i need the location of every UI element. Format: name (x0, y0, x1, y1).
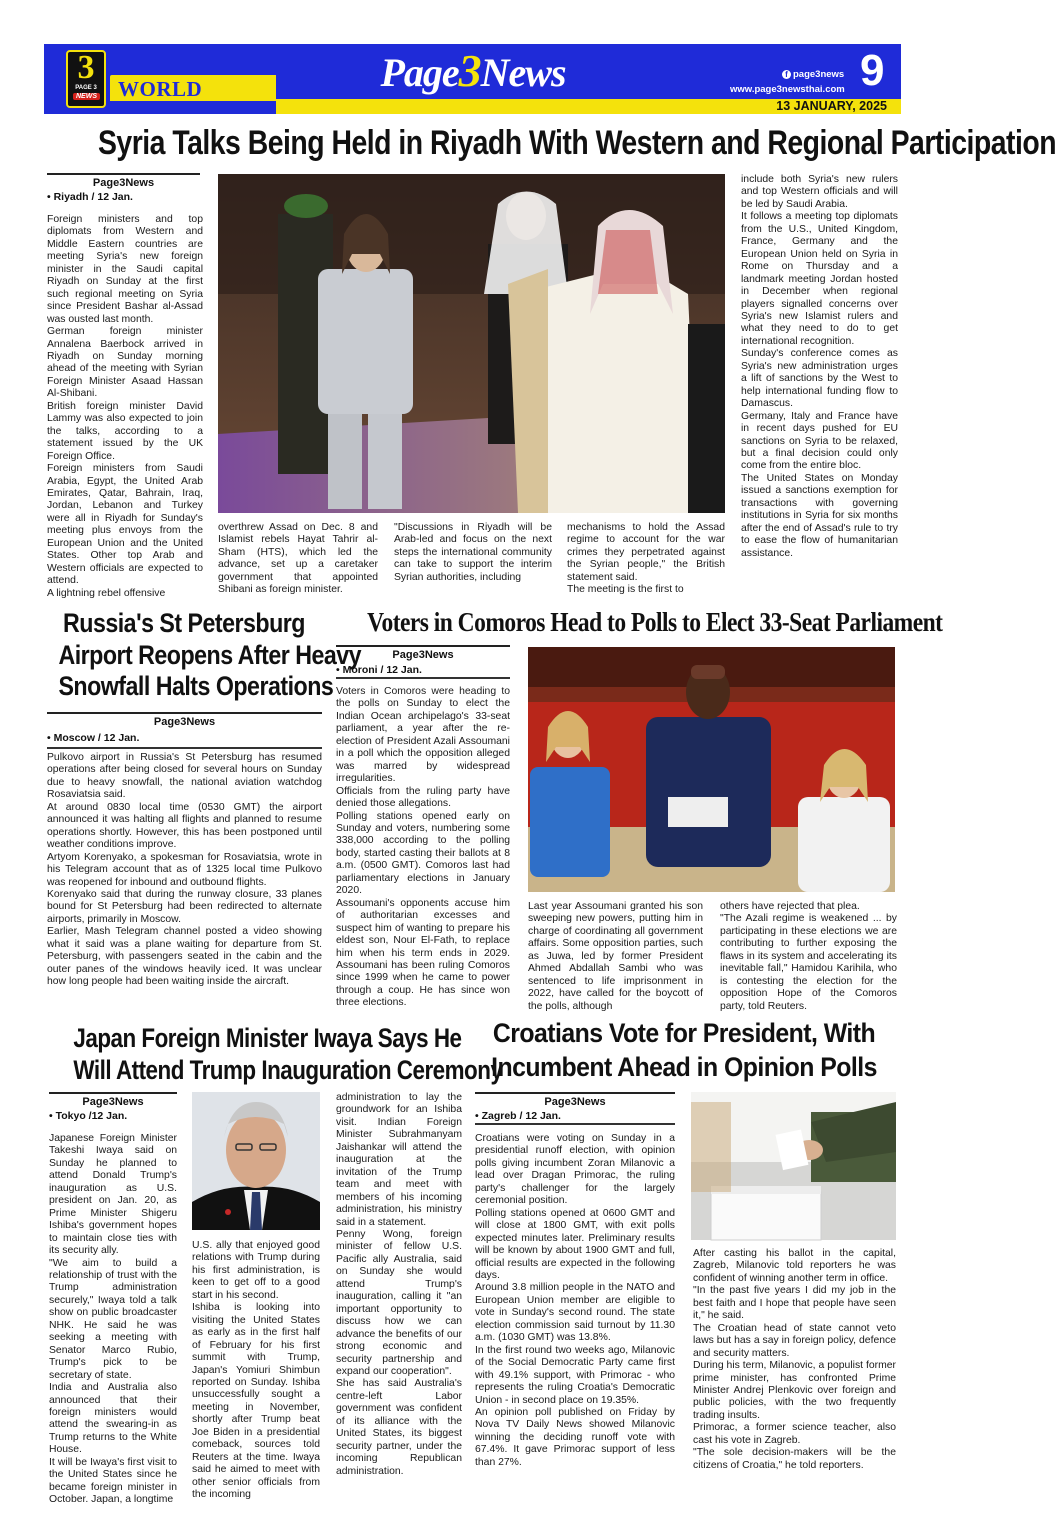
croatia-col-1: Croatians were voting on Sunday in a presidential runoff election, with opinion polls giving incumbent Zoran Milanovic a lead over Dragan Primorac, the ruling party's challenger for the largely ceremonial position. Polling stations opened at 0600 GMT and will close at 1800 GMT, with exit polls expected minutes later. Preliminary results will be known by about 1900 GMT and full, official results are expected in the following days. Around 3.8 million people in the NATO and European Union member are eligible to vote in Sunday's second round. The state election commission said turnout by 11.30 a.m. (1030 GMT) was 13.8%. In the first round two weeks ago, Milanovic of the Social Democratic Party came first with 49.1% support, with Primorac - who represents the ruling Croatia's Democratic Union - in second place on 19.35%. An opinion poll published on Friday by Nova TV Daily News showed Milanovic winning the deciding runoff vote with 67.4%. It gave Primorac support of less than 27%. (475, 1133, 675, 1468)
section-label: WORLD (118, 77, 203, 101)
date-strip (276, 99, 901, 114)
logo-sub: PAGE 3 (75, 85, 97, 91)
croatia-byline (475, 1092, 675, 1123)
byline-source: Page3News (336, 645, 510, 662)
japan-col-2: U.S. ally that enjoyed good relations with Trump during his first administration, is keen to get off to a good start in his second. Ishiba is looking into visiting the United States as early as in the first half of February for his first summit with Trump, Japan's Yomiuri Shimbun reported on Sunday. Ishiba unsuccessfully sought a meeting in November, shortly after Trump beat Joe Biden in a presidential comeback, sources told Reuters at the time. Iwaya said he aimed to meet with other senior officials from the incoming (192, 1240, 320, 1501)
syria-headline: Syria Talks Being Held in Riyadh With Western and Regional Participation (98, 124, 1056, 162)
comoros-col-1: Voters in Comoros were heading to the polls on Sunday to elect the Indian Ocean archipelago's 33-seat parliament, a year after the re-election of President Azali Assoumani in a poll which the opposition alleged was marred by widespread irregularities. Officials from the ruling party have denied those allegations. Polling stations opened early on Sunday and voters, numbering some 338,000 according to the polling body, started casting their ballots at 8 a.m. (0500 GMT). Comoros last had parliamentary elections in January 2020. Assoumani's opponents accuse him of authoritarian excesses and suspect him of wanting to prepare his eldest son, Nour El-Fath, to replace him when his term ends in 2029. Assoumani has been ruling Comoros since 1999 when he came to power through a coup. He has since won three elections. (336, 686, 510, 1009)
brand-left: Page (380, 50, 459, 95)
ballot-box-photo (691, 1092, 896, 1240)
syria-col-4: mechanisms to hold the Assad regime to account for the war crimes they perpetrated against the Syrian people," the British statement said. The meeting is the first to (567, 522, 725, 596)
byline-location: • Riyadh / 12 Jan. (47, 191, 133, 203)
brand-title (378, 46, 568, 96)
japan-col-1: Japanese Foreign Minister Takeshi Iwaya said on Sunday he planned to attend Donald Trump's inauguration as U.S. president on Jan. 20, as Prime Minister Shigeru Ishiba's government hopes to maintain close ties with its security ally. "We aim to build a relationship of trust with the Trump administration securely," Iwaya told a talk show on public broadcaster NHK. He said he was seeking a meeting with Senator Marco Rubio, Trump's pick to be secretary of state. India and Australia also announced that their foreign ministers would attend the swearing-in as Trump returns to the White House. It will be Iwaya's first visit to the United States since he became foreign minister in October. Japan, a longtime (49, 1133, 177, 1506)
issue-date: 13 JANUARY, 2025 (776, 99, 887, 113)
masthead (44, 44, 901, 114)
comoros-rule (336, 677, 510, 679)
logo-news: NEWS (73, 93, 100, 100)
syria-byline (47, 173, 200, 204)
croatia-col-2: After casting his ballot in the capital, Zagreb, Milanovic told reporters he was confident of winning another term in office. "In the past five years I did my job in the best faith and I hope that people have seen it," he said. The Croatian head of state cannot veto laws but has a say in foreign policy, defence and security matters. During his term, Milanovic, a populist former prime minister, has confronted Prime Minister Andrej Plenkovic over foreign and public policies, with the two frequently trading insults. Primorac, a former science teacher, also cast his vote in Zagreb. "The sole decision-makers will be the citizens of Croatia," he told reporters. (693, 1248, 896, 1471)
byline-source: Page3News (47, 712, 322, 729)
syria-col-1: Foreign ministers and top diplomats from Western and Middle Eastern countries are meeting Syria's new foreign minister in the Saudi capital Riyadh on Sunday at the first such regional meeting on Syria since President Bashar al-Assad was ousted last month. German foreign minister Annalena Baerbock arrived in Riyadh on Sunday morning ahead of the meeting with Syrian Foreign Minister Asaad Hassan Al-Shibani. British foreign minister David Lammy was also expected to join the talks, according to a statement issued by the UK Foreign Office. Foreign ministers from Saudi Arabia, Egypt, the United Arab Emirates, Qatar, Bahrain, Iraq, Jordan, Lebanon and Turkey were all in Riyadh for Sunday's meeting plus envoys from the European Union and the United States. Other top Arab and Western officials are expected to attend. A lightning rebel offensive (47, 214, 203, 599)
croatia-headline-line-2: Incumbent Ahead in Opinion Polls (491, 1052, 877, 1082)
japan-headline-line-1: Japan Foreign Minister Iwaya Says He (73, 1023, 462, 1053)
riyadh-meeting-photo (218, 174, 725, 513)
byline-location: • Zagreb / 12 Jan. (475, 1110, 561, 1122)
byline-source: Page3News (49, 1092, 177, 1109)
syria-col-3: "Discussions in Riyadh will be Arab-led and focus on the next steps the international community can take to support the interim Syrian authorities, including (394, 522, 552, 583)
comoros-headline: Voters in Comoros Head to Polls to Elect 33-Seat Parliament (367, 607, 943, 637)
croatia-headline-line-1: Croatians Vote for President, With (492, 1018, 876, 1048)
japan-byline (49, 1092, 177, 1123)
iwaya-portrait-photo (192, 1092, 320, 1230)
social-handle[interactable]: f page3news (782, 69, 844, 80)
logo-number: 3 (77, 49, 95, 86)
russia-headline (38, 608, 362, 703)
comoros-col-3: others have rejected that plea. "The Azali regime is weakened ... by participating in these elections we are contributing to further exposing the flaws in its system and accelerating its inevitable fall," Hamidou Karihila, who is contesting the election for the opposition Hope of the Comoros party, told Reuters. (720, 901, 897, 1012)
russia-rule (47, 747, 322, 749)
page-number: 9 (860, 46, 885, 95)
russia-headline-line-1: Russia's St Petersburg (63, 608, 305, 638)
syria-col-2: overthrew Assad on Dec. 8 and Islamist rebels Hayat Tahrir al-Sham (HTS), which led the advance, set up a caretaker government that appointed Shibani as foreign minister. (218, 522, 378, 596)
comoros-byline (336, 645, 510, 677)
croatia-rule (475, 1123, 675, 1125)
byline-source: Page3News (47, 173, 200, 190)
byline-location: • Tokyo /12 Jan. (49, 1110, 128, 1122)
japan-col-3: administration to lay the groundwork for an Ishiba visit. Indian Foreign Minister Subrahmanyam Jaishankar will attend the inauguration at the invitation of the Trump team and meet with members of his incoming administration, his ministry said in a statement. Penny Wong, foreign minister of fellow U.S. Pacific ally Australia, said on Sunday she would attend Trump's inauguration, calling it "an important opportunity to discuss how we can advance the benefits of our strong economic and security partnership and expand our cooperation". She has said Australia's centre-left Labor government was confident of its alliance with the United States, its biggest security partner, under the incoming Republican administration. (336, 1092, 462, 1477)
website-url[interactable]: www.page3newsthai.com (730, 84, 845, 95)
byline-location: • Moroni / 12 Jan. (336, 664, 422, 676)
brand-num: 3 (458, 45, 481, 96)
croatia-headline (462, 1016, 906, 1084)
russia-headline-line-3: Snowfall Halts Operations (58, 671, 334, 701)
russia-headline-line-2: Airport Reopens After Heavy (58, 639, 362, 670)
comoros-col-2: Last year Assoumani granted his son sweeping new powers, putting him in charge of coordinating all government affairs. Some opposition parties, such as Juwa, led by former President Ahmed Abdallah Sambi who was sentenced to life imprisonment in 2022, have called for the boycott of the polls, although (528, 901, 703, 1012)
russia-body: Pulkovo airport in Russia's St Petersburg has resumed operations after being closed for several hours on Sunday due to heavy snowfall, the national aviation watchdog Rosaviatsia said. At around 0830 local time (0530 GMT) the airport announced it was halting all flights and planned to resume operations shortly. However, this has been postponed until weather conditions improve. Artyom Korenyako, a spokesman for Rosaviatsia, wrote in his Telegram account that as of 1325 local time Pulkovo was reopened for inbound and outbound flights. Korenyako said that during the runway closure, 33 planes bound for St Petersburg had been redirected to alternate airports, primarily in Moscow. Earlier, Mash Telegram channel posted a video showing what it said was a plane waiting for departure from St. Petersburg, with passengers seated in the cabin and the outer panes of the windows heavily iced. It was unclear how long people had been waiting inside the aircraft. (47, 752, 322, 988)
japan-headline (36, 1022, 503, 1086)
syria-col-5: include both Syria's new rulers and top Western officials and will be led by Saudi Arabia. It follows a meeting top diplomats from the U.S., United Kingdom, France, Germany and the European Union held on Syria in Rome on Thursday and a landmark meeting Jordan hosted in December when regional players signalled concerns over Syria's new Islamist rulers and what they need to do to get international recognition. Sunday's conference comes as Syria's new administration urges a lift of sanctions by the West to help international funding flow to Damascus. Germany, Italy and France have in recent days pushed for EU sanctions on Syria to be relaxed, but a final decision could only come from the entire bloc. The United States on Monday issued a sanctions exemption for transactions with governing institutions in Syria for six months after the end of Assad's rule to try to ease the flow of humanitarian assistance. (741, 174, 898, 559)
byline-location: • Moscow / 12 Jan. (47, 732, 140, 744)
section-strip (110, 75, 276, 101)
japan-headline-line-2: Will Attend Trump Inauguration Ceremony (73, 1055, 503, 1085)
russia-byline (47, 712, 322, 745)
comoros-parliament-photo (528, 647, 895, 892)
brand-right: News (480, 50, 566, 95)
byline-source: Page3News (475, 1092, 675, 1109)
page3-logo (66, 50, 106, 108)
facebook-icon: f (782, 70, 791, 79)
